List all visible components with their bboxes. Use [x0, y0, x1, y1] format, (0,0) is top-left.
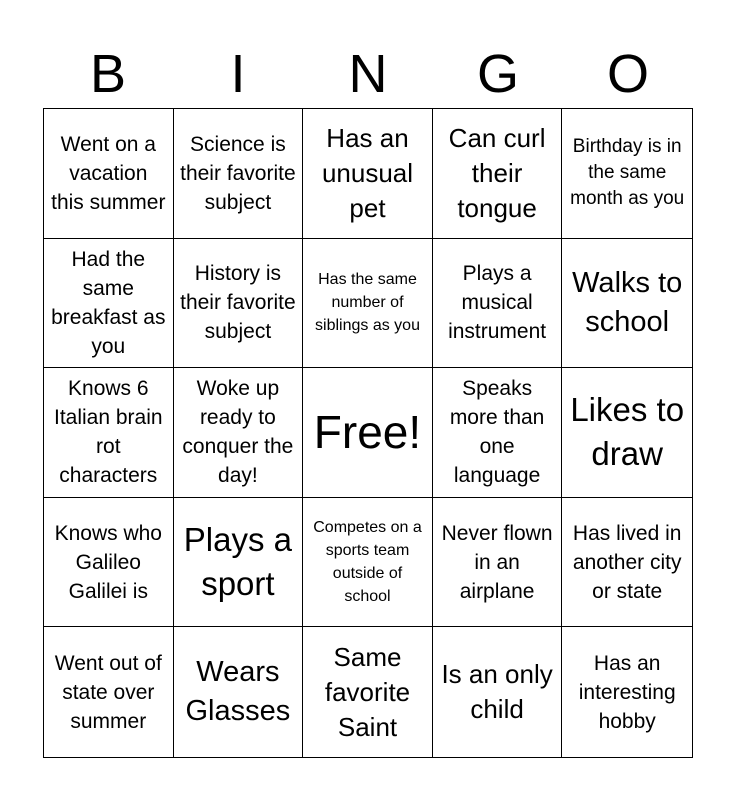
bingo-cell[interactable] [303, 627, 433, 757]
cell-text: Same favorite Saint [324, 641, 411, 742]
cell-text: Birthday is in the same month as you [570, 136, 685, 210]
header-letter-b: B [89, 44, 127, 104]
cell-text: Science is their favorite subject [180, 132, 296, 214]
bingo-cell[interactable] [303, 239, 433, 369]
bingo-cell[interactable] [174, 627, 304, 757]
bingo-cell[interactable] [303, 109, 433, 239]
bingo-cell[interactable] [44, 627, 174, 757]
header-letter-n: N [348, 44, 388, 104]
bingo-cell[interactable] [433, 239, 563, 369]
bingo-board [43, 108, 693, 758]
cell-text: Went on a vacation this summer [51, 132, 166, 214]
cell-text: Speaks more than one language [449, 377, 545, 488]
bingo-header [43, 40, 693, 108]
cell-text: Walks to school [572, 266, 683, 338]
bingo-cell[interactable] [44, 239, 174, 369]
cell-text: Competes on a sports team outside of school [313, 519, 422, 606]
bingo-cell[interactable] [562, 109, 692, 239]
cell-text: Plays a musical instrument [448, 262, 547, 344]
bingo-cell[interactable] [44, 109, 174, 239]
bingo-cell[interactable] [174, 498, 304, 628]
cell-text: Has lived in another city or state [572, 521, 682, 603]
bingo-cell[interactable] [433, 627, 563, 757]
cell-text: Wears Glasses [185, 656, 291, 728]
bingo-cell[interactable] [562, 627, 692, 757]
bingo-cell[interactable] [174, 109, 304, 239]
cell-text: Likes to draw [570, 391, 685, 473]
cell-text: Woke up ready to conquer the day! [182, 377, 294, 488]
bingo-cell[interactable] [174, 368, 304, 498]
bingo-cell[interactable] [433, 109, 563, 239]
cell-text: Has an unusual pet [321, 122, 414, 223]
header-letter-o: O [606, 44, 649, 104]
cell-text: Plays a sport [183, 521, 292, 603]
bingo-cell[interactable] [303, 498, 433, 628]
bingo-cell[interactable] [433, 498, 563, 628]
cell-text: Is an only child [441, 659, 553, 725]
bingo-cell[interactable] [562, 368, 692, 498]
free-space[interactable] [303, 368, 433, 498]
cell-text: Can curl their tongue [448, 122, 546, 223]
cell-text: Never flown in an airplane [441, 521, 553, 603]
cell-text: Knows who Galileo Galilei is [54, 521, 162, 603]
bingo-cell[interactable] [174, 239, 304, 369]
bingo-cell[interactable] [562, 498, 692, 628]
cell-text: Went out of state over summer [54, 651, 162, 733]
header-letter-i: I [230, 44, 246, 104]
cell-text: Has an interesting hobby [578, 651, 676, 733]
bingo-cell[interactable] [562, 239, 692, 369]
bingo-cell[interactable] [44, 368, 174, 498]
header-letter-g: G [476, 44, 519, 104]
bingo-cell[interactable] [44, 498, 174, 628]
cell-text: History is their favorite subject [180, 262, 296, 344]
cell-text: Knows 6 Italian brain rot characters [54, 377, 163, 488]
free-space-label: Free! [313, 406, 422, 459]
cell-text: Has the same number of siblings as you [315, 271, 420, 335]
cell-text: Had the same breakfast as you [51, 247, 166, 358]
bingo-cell[interactable] [433, 368, 563, 498]
